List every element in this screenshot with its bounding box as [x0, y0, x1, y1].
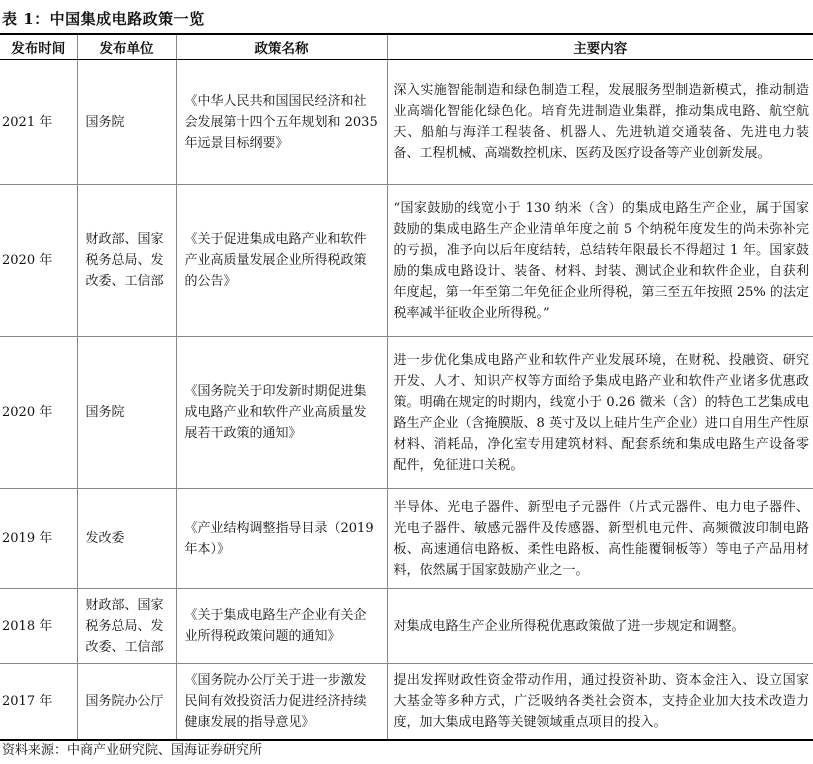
cell-release-unit: 国务院办公厅 — [77, 664, 176, 740]
header-policy-name: 政策名称 — [176, 34, 387, 60]
table-row — [0, 60, 813, 185]
header-release-unit: 发布单位 — [77, 34, 176, 60]
cell-policy-name: 《国务院办公厅关于进一步激发民间有效投资活力促进经济持续健康发展的指导意见》 — [176, 664, 387, 740]
cell-release-unit: 财政部、国家税务总局、发改委、工信部 — [77, 185, 176, 337]
cell-main-content: 提出发挥财政性资金带动作用，通过投资补助、资本金注入、设立国家大基金等多种方式，广泛吸纳各类社会资本，支持企业加大技术改造力度，加大集成电路等关键领域重点项目的投入。 — [387, 664, 813, 740]
cell-release-unit: 财政部、国家税务总局、发改委、工信部 — [77, 589, 176, 664]
table-row — [0, 185, 813, 337]
cell-main-content: 半导体、光电子器件、新型电子元器件（片式元器件、电力电子器件、光电子器件、敏感元器件及传感器、新型机电元件、高频微波印制电路板、高速通信电路板、柔性电路板、高性能覆铜板等）等电子产品用材料，依然属于国家鼓励产业之一。 — [387, 489, 813, 589]
cell-release-unit: 发改委 — [77, 489, 176, 589]
table-row — [0, 337, 813, 489]
header-release-time: 发布时间 — [0, 34, 77, 60]
cell-release-time: 2017 年 — [0, 664, 77, 740]
cell-release-time: 2020 年 — [0, 185, 77, 337]
cell-release-time: 2020 年 — [0, 337, 77, 489]
cell-release-unit: 国务院 — [77, 337, 176, 489]
policy-table — [0, 33, 813, 741]
cell-policy-name: 《关于促进集成电路产业和软件产业高质量发展企业所得税政策的公告》 — [176, 185, 387, 337]
cell-policy-name: 《国务院关于印发新时期促进集成电路产业和软件产业高质量发展若干政策的通知》 — [176, 337, 387, 489]
cell-policy-name: 《产业结构调整指导目录（2019 年本）》 — [176, 489, 387, 589]
cell-main-content: 进一步优化集成电路产业和软件产业发展环境，在财税、投融资、研究开发、人才、知识产权等方面给予集成电路产业和软件产业诸多优惠政策。明确在规定的时期内，线宽小于 0.26 微米（含）的特色工艺集成电路生产企业（含掩膜版、8 英寸及以上硅片生产企业）进口自用生产性原材料、消耗品，净化室专用建筑材料、配套系统和集成电路生产设备零配件，免征进口关税。 — [387, 337, 813, 489]
cell-policy-name: 《关于集成电路生产企业有关企业所得税政策问题的通知》 — [176, 589, 387, 664]
table-title: 表 1：中国集成电路政策一览 — [2, 10, 205, 28]
table-row — [0, 589, 813, 664]
table-row — [0, 664, 813, 740]
cell-release-unit: 国务院 — [77, 60, 176, 185]
header-main-content: 主要内容 — [387, 34, 813, 60]
cell-main-content: 深入实施智能制造和绿色制造工程，发展服务型制造新模式，推动制造业高端化智能化绿色化。培育先进制造业集群，推动集成电路、航空航天、船舶与海洋工程装备、机器人、先进轨道交通装备、先进电力装备、工程机械、高端数控机床、医药及医疗设备等产业创新发展。 — [387, 60, 813, 185]
source-note: 资料来源：中商产业研究院、国海证券研究所 — [2, 743, 263, 758]
cell-main-content: 对集成电路生产企业所得税优惠政策做了进一步规定和调整。 — [387, 589, 813, 664]
cell-release-time: 2021 年 — [0, 60, 77, 185]
cell-release-time: 2018 年 — [0, 589, 77, 664]
table-row — [0, 489, 813, 589]
cell-release-time: 2019 年 — [0, 489, 77, 589]
cell-main-content: “国家鼓励的线宽小于 130 纳米（含）的集成电路生产企业，属于国家鼓励的集成电路生产企业清单年度之前 5 个纳税年度发生的尚未弥补完的亏损，准予向以后年度结转，总结转年限最长不得超过 1 年。国家鼓励的集成电路设计、装备、材料、封装、测试企业和软件企业，自获利年度起，第一年至第二年免征企业所得税，第三至五年按照 25% 的法定税率减半征收企业所得税。” — [387, 185, 813, 337]
table-header-row — [0, 34, 813, 60]
cell-policy-name: 《中华人民共和国国民经济和社会发展第十四个五年规划和 2035 年远景目标纲要》 — [176, 60, 387, 185]
